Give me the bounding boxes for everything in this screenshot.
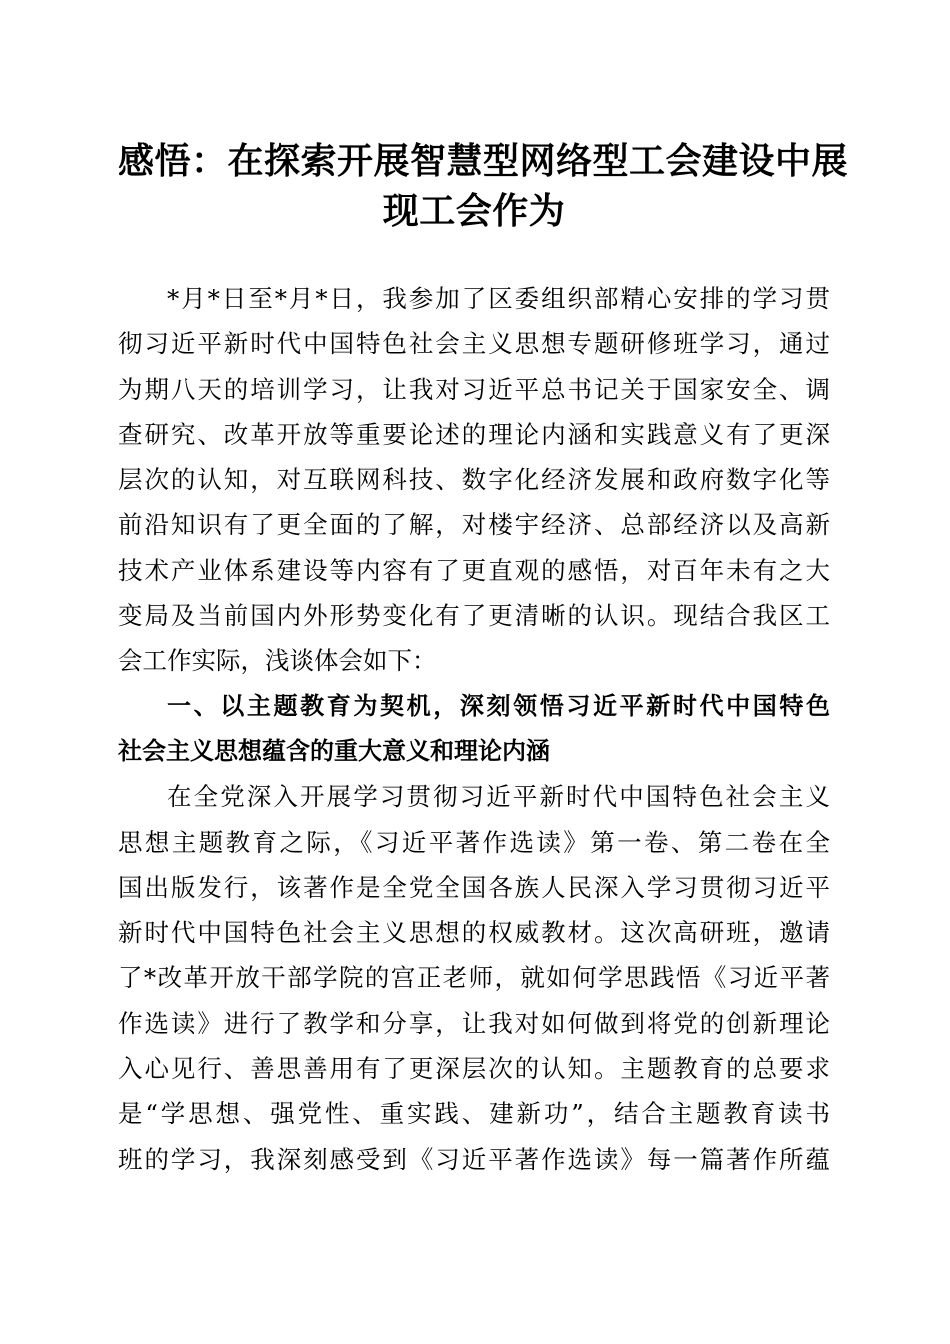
heading-line: 社会主义思想蕴含的重大意义和理论内涵: [118, 736, 550, 765]
paragraph-line: 新时代中国特色社会主义思想的权威教材。这次高研班，邀请: [118, 918, 830, 948]
paragraph-line: 会工作实际，浅谈体会如下：: [118, 646, 437, 676]
paragraph-line: 思想主题教育之际，《习近平著作选读》第一卷、第二卷在全: [118, 827, 830, 857]
paragraph-line: 变局及当前国内外形势变化有了更清晰的认识。现结合我区工: [118, 601, 830, 631]
paragraph-line: 班的学习，我深刻感受到《习近平著作选读》每一篇著作所蕴: [118, 1144, 830, 1174]
paragraph-line: 层次的认知，对互联网科技、数字化经济发展和政府数字化等: [118, 465, 830, 495]
paragraph-line: 查研究、改革开放等重要论述的理论内涵和实践意义有了更深: [118, 419, 830, 449]
paragraph-section-1: [118, 774, 830, 1182]
paragraph-line: 技术产业体系建设等内容有了更直观的感悟，对百年未有之大: [118, 555, 830, 585]
document-title: [118, 136, 849, 236]
paragraph-intro: [118, 276, 830, 684]
paragraph-line: 前沿知识有了更全面的了解，对楼宇经济、总部经济以及高新: [118, 510, 830, 540]
document-body: [118, 276, 830, 1182]
section-heading-1: [118, 684, 830, 775]
heading-line: 一、以主题教育为契机，深刻领悟习近平新时代中国特色: [167, 691, 830, 720]
title-line-2: 现工会作为: [382, 190, 566, 232]
paragraph-line: 入心见行、善思善用有了更深层次的认知。主题教育的总要求: [118, 1054, 830, 1084]
paragraph-line: 了*改革开放干部学院的宫正老师，就如何学思践悟《习近平著: [118, 963, 830, 993]
paragraph-line: 作选读》进行了教学和分享，让我对如何做到将党的创新理论: [118, 1008, 830, 1038]
paragraph-line: 在全党深入开展学习贯彻习近平新时代中国特色社会主义: [167, 782, 830, 812]
title-line-1: 感悟：在探索开展智慧型网络型工会建设中展: [118, 140, 849, 182]
paragraph-line: 是“学思想、强党性、重实践、建新功”，结合主题教育读书: [118, 1099, 830, 1129]
paragraph-line: 彻习近平新时代中国特色社会主义思想专题研修班学习，通过: [118, 329, 830, 359]
paragraph-line: 国出版发行，该著作是全党全国各族人民深入学习贯彻习近平: [118, 872, 830, 902]
paragraph-line: *月*日至*月*日，我参加了区委组织部精心安排的学习贯: [167, 284, 830, 313]
paragraph-line: 为期八天的培训学习，让我对习近平总书记关于国家安全、调: [118, 374, 830, 404]
